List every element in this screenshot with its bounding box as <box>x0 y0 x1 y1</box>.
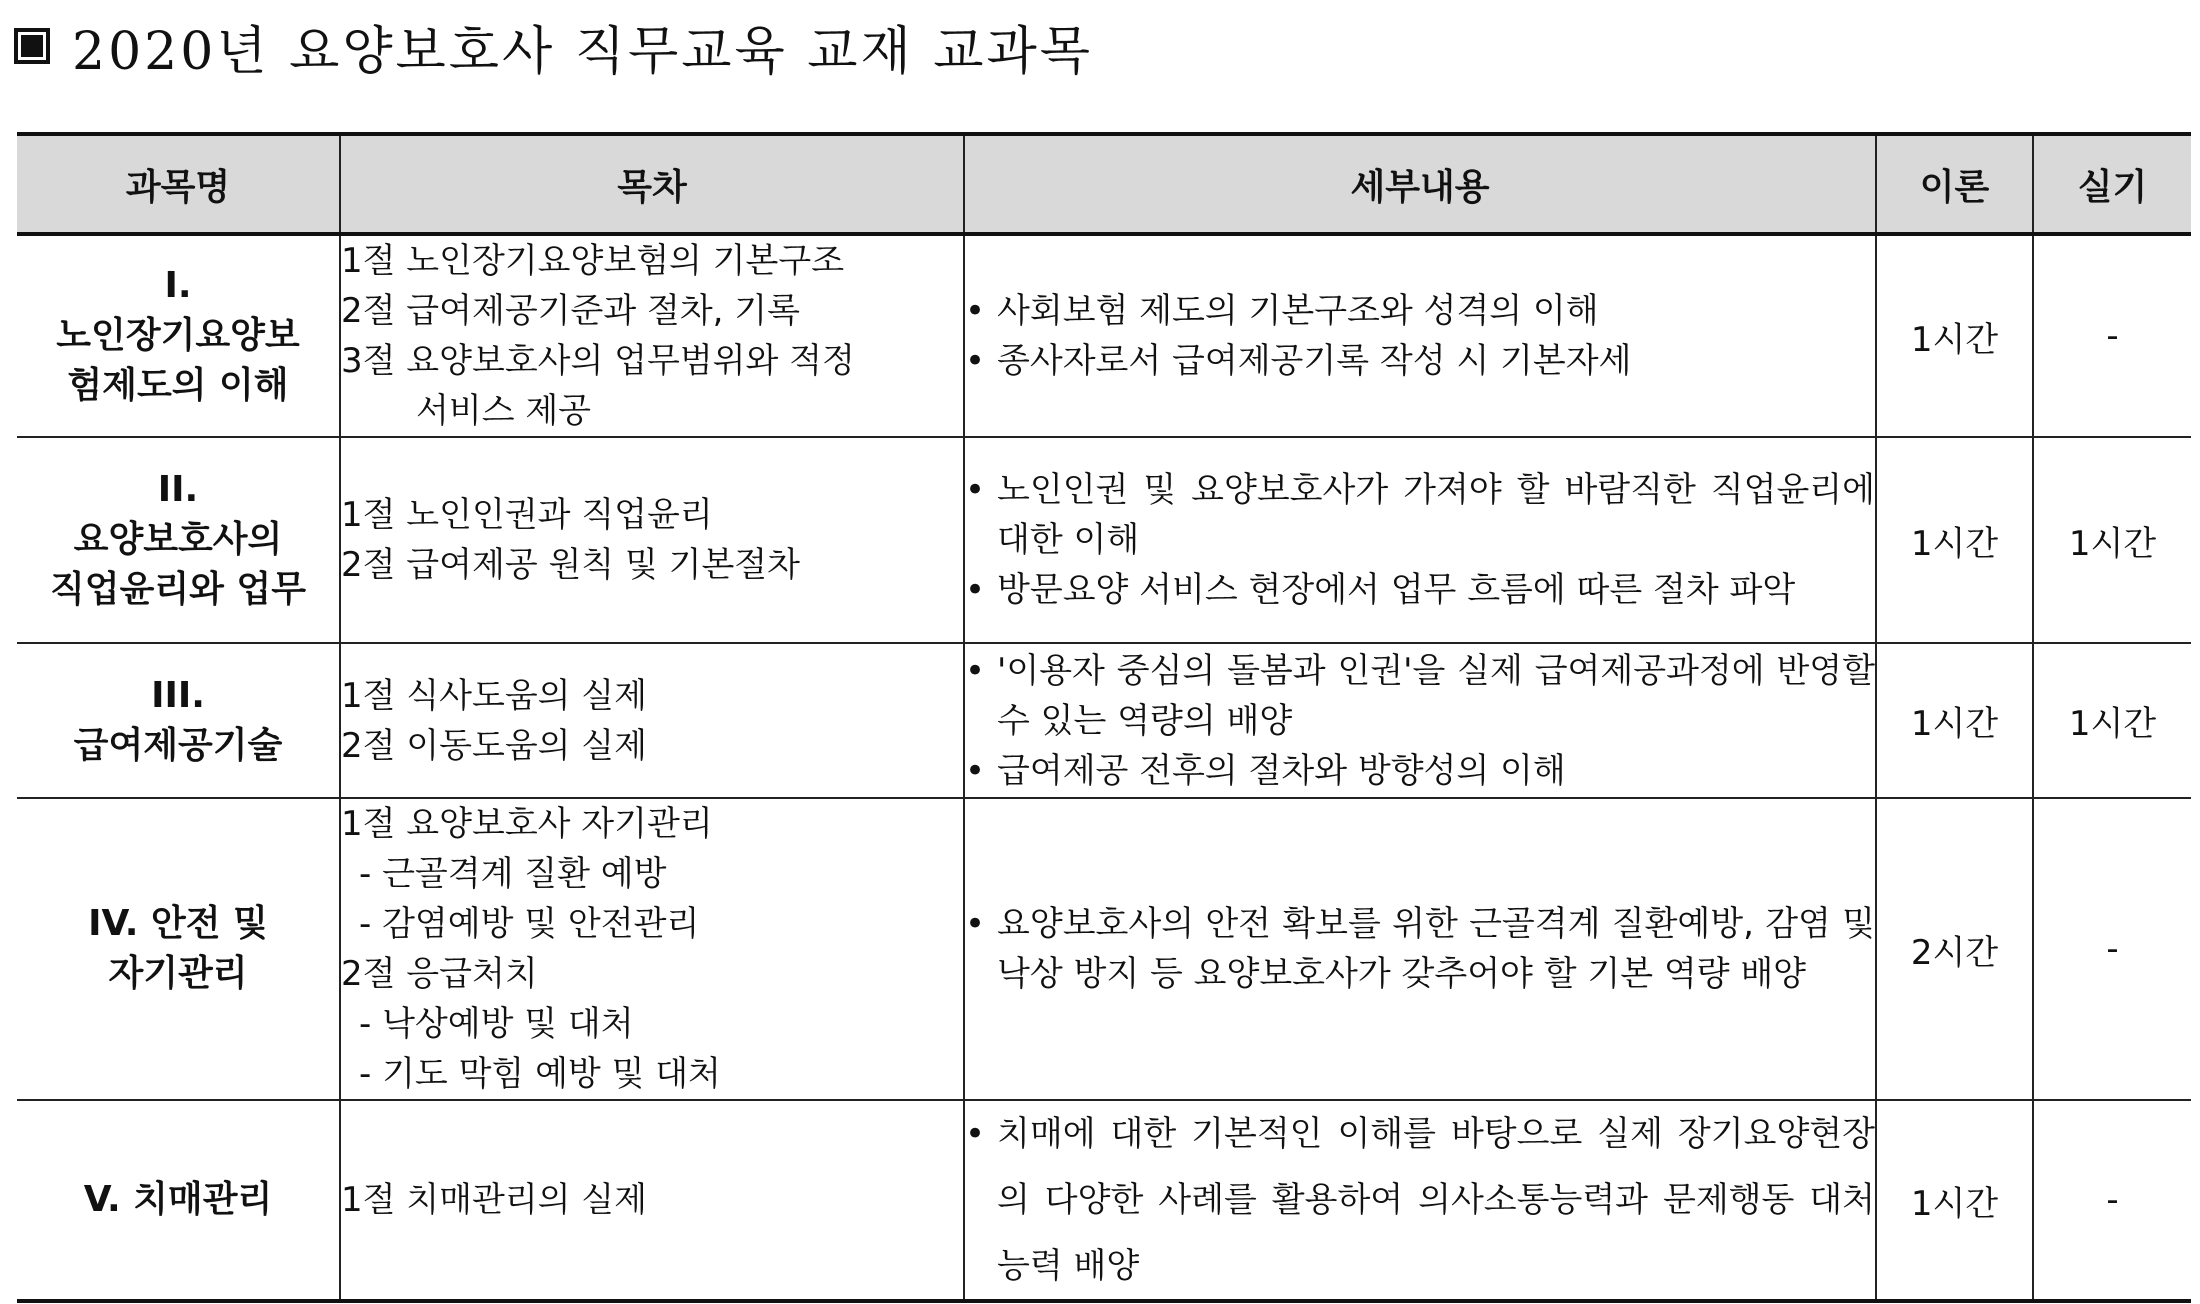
table-header-row <box>17 134 2191 234</box>
header-toc: 목차 <box>340 134 964 234</box>
subject-cell <box>17 1100 340 1301</box>
toc-cell <box>340 437 964 643</box>
bullet-icon: • <box>965 291 986 331</box>
toc-line: 2절 이동도움의 실제 <box>341 725 647 766</box>
detail-cell <box>964 437 1876 643</box>
subject-line: 자기관리 <box>108 953 248 994</box>
page-title <box>14 14 1093 82</box>
toc-cell <box>340 1100 964 1301</box>
table-row <box>17 798 2191 1100</box>
toc-line: 2절 급여제공 원칙 및 기본절차 <box>341 545 800 585</box>
theory-hours: 1시간 <box>1876 234 2033 437</box>
curriculum-table <box>17 132 2191 1303</box>
table-row <box>17 234 2191 437</box>
detail-item <box>965 1101 1875 1299</box>
header-detail: 세부내용 <box>964 134 1876 234</box>
subject-line: III. <box>151 674 205 716</box>
detail-item <box>965 899 1875 999</box>
detail-cell <box>964 1100 1876 1301</box>
toc-line: - 기도 막힘 예방 및 대처 <box>359 1054 721 1094</box>
toc-line: 3절 요양보호사의 업무범위와 적정 <box>341 341 855 381</box>
detail-item <box>965 465 1875 565</box>
subject-cell <box>17 798 340 1100</box>
subject-line: 험제도의 이해 <box>67 365 289 406</box>
practice-hours: - <box>2033 798 2191 1100</box>
practice-hours: 1시간 <box>2033 437 2191 643</box>
detail-cell <box>964 798 1876 1100</box>
subject-line: 급여제공기술 <box>73 724 283 766</box>
toc-cell <box>340 234 964 437</box>
header-practice: 실기 <box>2033 134 2191 234</box>
table-row <box>17 437 2191 643</box>
subject-line: 직업윤리와 업무 <box>50 569 306 610</box>
toc-cell <box>340 643 964 798</box>
detail-text: 사회보험 제도의 기본구조와 성격의 이해 <box>997 291 1599 331</box>
toc-line: 1절 요양보호사 자기관리 <box>341 804 713 844</box>
page-title-text: 2020년 요양보호사 직무교육 교재 교과목 <box>72 21 1093 82</box>
table-body <box>17 234 2191 1301</box>
theory-hours: 1시간 <box>1876 1100 2033 1301</box>
header-subject: 과목명 <box>17 134 340 234</box>
toc-line: 1절 노인인권과 직업윤리 <box>341 495 713 535</box>
bullet-icon: • <box>965 570 986 610</box>
detail-cell <box>964 234 1876 437</box>
toc-line: 1절 치매관리의 실제 <box>341 1180 647 1220</box>
subject-line: 요양보호사의 <box>73 519 283 560</box>
practice-hours: - <box>2033 1100 2191 1301</box>
subject-line: II. <box>157 469 199 510</box>
theory-hours: 2시간 <box>1876 798 2033 1100</box>
subject-line: V. 치매관리 <box>83 1179 273 1220</box>
square-bullet-icon <box>14 28 50 64</box>
detail-item <box>965 646 1875 746</box>
detail-text: 노인인권 및 요양보호사가 가져야 할 바람직한 직업윤리에 대한 이해 <box>997 470 1875 560</box>
detail-text: 방문요양 서비스 현장에서 업무 흐름에 따른 절차 파악 <box>997 570 1796 610</box>
subject-line: IV. 안전 및 <box>88 903 268 944</box>
subject-cell <box>17 234 340 437</box>
subject-line: 노인장기요양보 <box>56 315 300 356</box>
detail-item <box>965 746 1875 796</box>
toc-line: - 낙상예방 및 대처 <box>359 1004 634 1044</box>
toc-line: 1절 식사도움의 실제 <box>341 675 647 716</box>
detail-text: 요양보호사의 안전 확보를 위한 근골격계 질환예방, 감염 및 낙상 방지 등 요양보호사가 갖추어야 할 기본 역량 배양 <box>997 904 1875 994</box>
detail-item <box>965 565 1875 615</box>
bullet-icon: • <box>965 650 986 691</box>
detail-text: '이용자 중심의 돌봄과 인권'을 실제 급여제공과정에 반영할 수 있는 역량의 배양 <box>997 650 1875 741</box>
toc-line: 서비스 제공 <box>416 391 592 431</box>
table-row <box>17 643 2191 798</box>
detail-text: 치매에 대한 기본적인 이해를 바탕으로 실제 장기요양현장의 다양한 사례를 활용하여 의사소통능력과 문제행동 대처 능력 배양 <box>997 1114 1875 1286</box>
detail-cell <box>964 643 1876 798</box>
bullet-icon: • <box>965 470 986 510</box>
toc-cell <box>340 798 964 1100</box>
toc-line: - 감염예방 및 안전관리 <box>359 904 700 944</box>
subject-line: I. <box>164 265 192 306</box>
theory-hours: 1시간 <box>1876 643 2033 798</box>
toc-line: 1절 노인장기요양보험의 기본구조 <box>341 241 845 281</box>
bullet-icon: • <box>965 904 986 944</box>
subject-cell <box>17 437 340 643</box>
practice-hours: - <box>2033 234 2191 437</box>
detail-item <box>965 336 1875 386</box>
table-row <box>17 1100 2191 1301</box>
detail-text: 종사자로서 급여제공기록 작성 시 기본자세 <box>997 341 1632 381</box>
header-theory: 이론 <box>1876 134 2033 234</box>
theory-hours: 1시간 <box>1876 437 2033 643</box>
toc-line: 2절 급여제공기준과 절차, 기록 <box>341 291 800 331</box>
detail-text: 급여제공 전후의 절차와 방향성의 이해 <box>997 750 1566 791</box>
toc-line: - 근골격계 질환 예방 <box>359 854 667 894</box>
detail-item <box>965 286 1875 336</box>
subject-cell <box>17 643 340 798</box>
bullet-icon: • <box>965 750 986 791</box>
bullet-icon: • <box>965 341 986 381</box>
practice-hours: 1시간 <box>2033 643 2191 798</box>
bullet-icon: • <box>965 1114 986 1154</box>
toc-line: 2절 응급처치 <box>341 954 538 994</box>
